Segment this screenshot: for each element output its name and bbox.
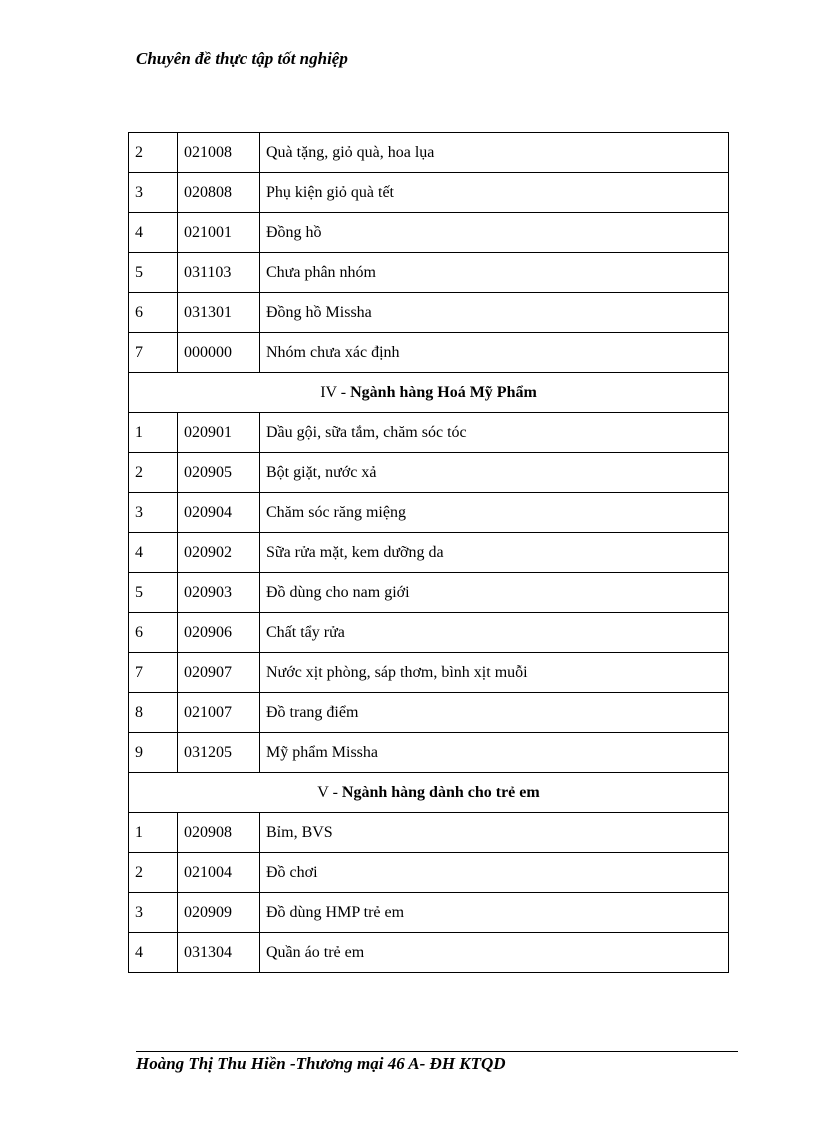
table-row xyxy=(129,813,729,853)
group-name-cell: Mỹ phẩm Missha xyxy=(260,733,729,773)
group-name-cell: Đồng hồ xyxy=(260,213,729,253)
table-row xyxy=(129,613,729,653)
row-number-cell: 3 xyxy=(129,493,178,533)
product-group-table xyxy=(128,132,729,973)
group-code-cell: 021004 xyxy=(178,853,260,893)
group-name-cell: Sữa rửa mặt, kem dưỡng da xyxy=(260,533,729,573)
group-name-cell: Nước xịt phòng, sáp thơm, bình xịt muỗi xyxy=(260,653,729,693)
section-row xyxy=(129,773,729,813)
row-number-cell: 4 xyxy=(129,533,178,573)
group-code-cell: 020905 xyxy=(178,453,260,493)
table-row xyxy=(129,733,729,773)
group-code-cell: 020908 xyxy=(178,813,260,853)
table-row xyxy=(129,533,729,573)
footer-divider xyxy=(136,1051,738,1052)
group-name-cell: Phụ kiện giỏ quà tết xyxy=(260,173,729,213)
page-footer-text: Hoàng Thị Thu Hiền -Thương mại 46 A- ĐH KTQD xyxy=(136,1054,506,1073)
section-row xyxy=(129,373,729,413)
row-number-cell: 5 xyxy=(129,573,178,613)
table-row xyxy=(129,853,729,893)
table-row xyxy=(129,453,729,493)
row-number-cell: 1 xyxy=(129,413,178,453)
group-code-cell: 021001 xyxy=(178,213,260,253)
table-row xyxy=(129,213,729,253)
row-number-cell: 8 xyxy=(129,693,178,733)
section-roman-numeral: IV xyxy=(320,383,337,401)
group-name-cell: Đồ dùng HMP trẻ em xyxy=(260,893,729,933)
group-code-cell: 000000 xyxy=(178,333,260,373)
table-row xyxy=(129,653,729,693)
group-code-cell: 021008 xyxy=(178,133,260,173)
row-number-cell: 4 xyxy=(129,933,178,973)
row-number-cell: 9 xyxy=(129,733,178,773)
group-code-cell: 021007 xyxy=(178,693,260,733)
group-code-cell: 020909 xyxy=(178,893,260,933)
group-name-cell: Chất tẩy rửa xyxy=(260,613,729,653)
row-number-cell: 2 xyxy=(129,853,178,893)
table-row xyxy=(129,933,729,973)
row-number-cell: 7 xyxy=(129,653,178,693)
group-code-cell: 031103 xyxy=(178,253,260,293)
group-code-cell: 020901 xyxy=(178,413,260,453)
group-name-cell: Quần áo trẻ em xyxy=(260,933,729,973)
table-row xyxy=(129,333,729,373)
group-code-cell: 031304 xyxy=(178,933,260,973)
section-separator: - xyxy=(328,783,342,801)
group-name-cell: Nhóm chưa xác định xyxy=(260,333,729,373)
group-code-cell: 031301 xyxy=(178,293,260,333)
row-number-cell: 1 xyxy=(129,813,178,853)
section-title: Ngành hàng dành cho trẻ em xyxy=(341,783,540,801)
table-row xyxy=(129,573,729,613)
section-separator: - xyxy=(336,383,351,401)
row-number-cell: 2 xyxy=(129,133,178,173)
group-name-cell: Đồ trang điểm xyxy=(260,693,729,733)
group-code-cell: 020902 xyxy=(178,533,260,573)
group-name-cell: Bột giặt, nước xả xyxy=(260,453,729,493)
group-name-cell: Chăm sóc răng miệng xyxy=(260,493,729,533)
group-code-cell: 020808 xyxy=(178,173,260,213)
group-code-cell: 031205 xyxy=(178,733,260,773)
row-number-cell: 6 xyxy=(129,613,178,653)
row-number-cell: 5 xyxy=(129,253,178,293)
table-row xyxy=(129,293,729,333)
group-name-cell: Đồng hồ Missha xyxy=(260,293,729,333)
group-name-cell: Quà tặng, giỏ quà, hoa lụa xyxy=(260,133,729,173)
group-name-cell: Đồ dùng cho nam giới xyxy=(260,573,729,613)
row-number-cell: 4 xyxy=(129,213,178,253)
table-row xyxy=(129,133,729,173)
group-code-cell: 020906 xyxy=(178,613,260,653)
table-row xyxy=(129,253,729,293)
table-body xyxy=(129,133,729,973)
row-number-cell: 2 xyxy=(129,453,178,493)
table-row xyxy=(129,493,729,533)
table-row xyxy=(129,173,729,213)
section-heading xyxy=(129,773,729,813)
group-code-cell: 020903 xyxy=(178,573,260,613)
group-name-cell: Chưa phân nhóm xyxy=(260,253,729,293)
table-row xyxy=(129,413,729,453)
page-header-title: Chuyên đề thực tập tốt nghiệp xyxy=(136,49,348,68)
group-name-cell: Bỉm, BVS xyxy=(260,813,729,853)
group-code-cell: 020907 xyxy=(178,653,260,693)
group-code-cell: 020904 xyxy=(178,493,260,533)
row-number-cell: 3 xyxy=(129,893,178,933)
table-row xyxy=(129,893,729,933)
row-number-cell: 6 xyxy=(129,293,178,333)
section-title: Ngành hàng Hoá Mỹ Phẩm xyxy=(350,383,537,401)
row-number-cell: 7 xyxy=(129,333,178,373)
section-roman-numeral: V xyxy=(317,783,329,801)
group-name-cell: Đồ chơi xyxy=(260,853,729,893)
section-heading xyxy=(129,373,729,413)
table-row xyxy=(129,693,729,733)
row-number-cell: 3 xyxy=(129,173,178,213)
group-name-cell: Dầu gội, sữa tắm, chăm sóc tóc xyxy=(260,413,729,453)
